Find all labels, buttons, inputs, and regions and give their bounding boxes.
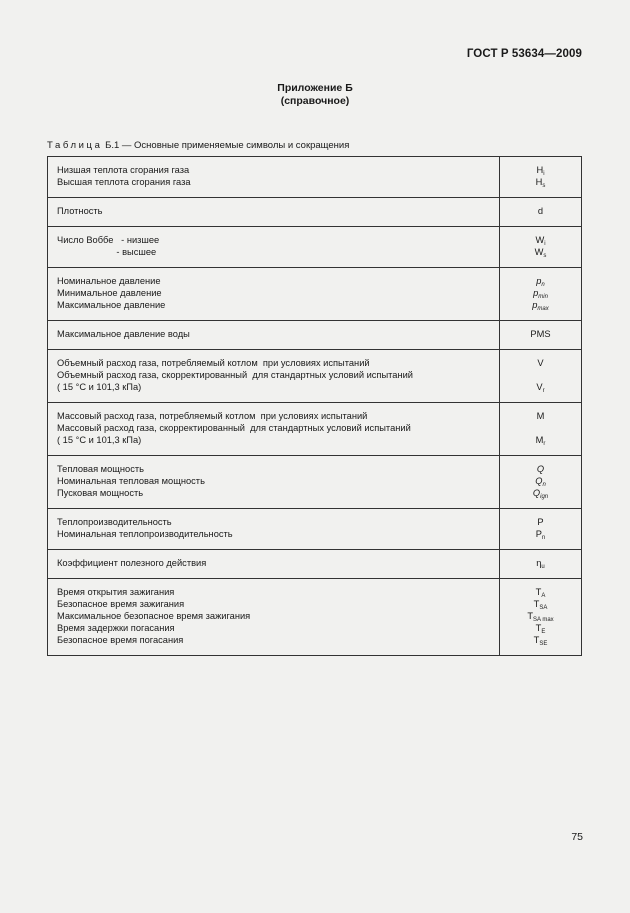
appendix-subtitle: (справочное) (280, 95, 350, 107)
symbol-main: η (536, 558, 542, 568)
term-cell (48, 321, 500, 350)
symbol (504, 234, 577, 246)
symbol-cell (500, 403, 582, 456)
term-name: - высшее (57, 247, 157, 257)
term-name: Высшая теплота сгорания газа (57, 177, 191, 187)
symbol (504, 381, 577, 393)
symbol-main: p (533, 288, 539, 298)
term-name: Плотность (57, 206, 103, 216)
symbol-cell (500, 509, 582, 550)
table-row (48, 350, 582, 403)
term-name: Массовый расход газа, потребляемый котлом при условиях испытаний (57, 411, 368, 421)
symbol-spacer (504, 422, 577, 434)
term-name: Безопасное время погасания (57, 635, 184, 645)
document-standard-number: ГОСТ Р 53634—2009 (466, 48, 582, 60)
symbol-cell (500, 550, 582, 579)
symbol-main: M (536, 411, 545, 421)
symbol-main: Q (535, 476, 543, 486)
symbol (504, 598, 577, 610)
term-name: Максимальное безопасное время зажигания (57, 611, 251, 621)
term-name: Теплопроизводительность (57, 517, 172, 527)
term-name: Тепловая мощность (57, 464, 144, 474)
term-cell (48, 227, 500, 268)
term-name: Пусковая мощность (57, 488, 144, 498)
symbol-main: T (535, 587, 542, 597)
table-caption-word: Таблица (47, 140, 103, 151)
symbols-table (47, 156, 582, 656)
term-name: Номинальное давление (57, 276, 161, 286)
symbol-main: H (536, 165, 544, 175)
symbol-subscript: i (543, 171, 545, 177)
table-row (48, 550, 582, 579)
symbol (504, 586, 577, 598)
term-name: Номинальная теплопроизводительность (57, 529, 233, 539)
symbol (504, 275, 577, 287)
symbol-subscript: SA max (533, 617, 554, 623)
symbol-main: M (535, 435, 544, 445)
symbol (504, 516, 577, 528)
symbol-cell (500, 198, 582, 227)
symbol-subscript: n (541, 535, 546, 541)
term-name: Минимальное давление (57, 288, 162, 298)
symbol-subscript: r (543, 441, 546, 447)
symbol-subscript: A (541, 593, 546, 599)
appendix-title: Приложение Б (277, 82, 353, 94)
table-caption-text: Б.1 — Основные применяемые символы и сокращения (102, 140, 350, 151)
term-name: Безопасное время зажигания (57, 599, 185, 609)
symbol-main: T (533, 599, 540, 609)
symbol (504, 328, 577, 340)
symbol-main: p (536, 276, 542, 286)
symbol (504, 434, 577, 446)
symbols-table-body (48, 157, 582, 656)
symbol-spacer (504, 369, 577, 381)
term-cell (48, 509, 500, 550)
symbol-main: Q (532, 488, 541, 498)
symbol (504, 622, 577, 634)
symbol-subscript: s (543, 253, 547, 259)
symbol-cell (500, 157, 582, 198)
table-row (48, 321, 582, 350)
symbol-cell (500, 579, 582, 656)
term-cell (48, 157, 500, 198)
term-name: Максимальное давление воды (57, 329, 190, 339)
term-name: Массовый расход газа, скорректированный для стандартных условий испытаний (57, 423, 411, 433)
symbol (504, 463, 577, 475)
appendix-heading (0, 82, 630, 108)
symbol-main: T (527, 611, 533, 621)
symbol-subscript: i (544, 241, 546, 247)
term-name: Время задержки погасания (57, 623, 175, 633)
symbol-main: T (533, 635, 540, 645)
symbol-subscript: E (541, 629, 546, 635)
symbol-main: V (536, 382, 543, 392)
term-name: Число Воббе - низшее (57, 235, 160, 245)
symbol-main: d (537, 206, 544, 216)
table-row (48, 509, 582, 550)
table-row (48, 579, 582, 656)
symbol-main: W (534, 247, 544, 257)
symbol-subscript: s (542, 183, 546, 189)
symbol (504, 557, 577, 569)
term-cell (48, 198, 500, 227)
symbol (504, 410, 577, 422)
term-name: Коэффициент полезного действия (57, 558, 207, 568)
symbol-cell (500, 268, 582, 321)
symbol-subscript: SA (539, 605, 548, 611)
symbol-main: Q (536, 464, 545, 474)
term-name: Номинальная тепловая мощность (57, 476, 205, 486)
term-name: Объемный расход газа, потребляемый котлом при условиях испытаний (57, 358, 370, 368)
symbol-cell (500, 456, 582, 509)
term-cell (48, 456, 500, 509)
term-name: Максимальное давление (57, 300, 166, 310)
term-cell (48, 268, 500, 321)
term-cell (48, 403, 500, 456)
symbol (504, 246, 577, 258)
term-name: Объемный расход газа, скорректированный для стандартных условий испытаний (57, 370, 413, 380)
symbol (504, 357, 577, 369)
table-caption (47, 140, 349, 151)
term-cell (48, 350, 500, 403)
term-cell (48, 550, 500, 579)
term-name: Низшая теплота сгорания газа (57, 165, 190, 175)
symbol (504, 205, 577, 217)
symbol-main: W (535, 235, 545, 245)
table-row (48, 268, 582, 321)
symbol-subscript: n (541, 282, 545, 288)
symbol-cell (500, 227, 582, 268)
symbol (504, 299, 577, 311)
term-cell (48, 579, 500, 656)
term-name: Время открытия зажигания (57, 587, 175, 597)
symbol (504, 487, 577, 499)
symbol-subscript: max (537, 306, 549, 312)
term-name: ( 15 °С и 101,3 кПа) (57, 435, 142, 445)
symbol-main: H (535, 177, 543, 187)
symbol (504, 164, 577, 176)
table-row (48, 403, 582, 456)
symbol (504, 176, 577, 188)
symbol-main: T (535, 623, 542, 633)
symbol (504, 475, 577, 487)
table-row (48, 157, 582, 198)
symbol-main: P (537, 517, 544, 527)
table-row (48, 227, 582, 268)
symbol-main: p (532, 300, 538, 310)
table-row (48, 456, 582, 509)
symbol-subscript: u (541, 564, 545, 570)
term-name: ( 15 °С и 101,3 кПа) (57, 382, 142, 392)
table-row (48, 198, 582, 227)
symbol (504, 610, 577, 622)
symbol-subscript: r (542, 388, 545, 394)
symbol (504, 528, 577, 540)
symbol-subscript: min (538, 294, 548, 300)
symbol-subscript: n (542, 482, 546, 488)
symbol-cell (500, 350, 582, 403)
symbol-main: P (535, 529, 542, 539)
symbol-main: V (537, 358, 544, 368)
symbol-cell (500, 321, 582, 350)
symbol (504, 287, 577, 299)
symbol-main: PMS (530, 329, 551, 339)
symbol-subscript: ign (540, 494, 549, 500)
symbol (504, 634, 577, 646)
symbol-subscript: SE (539, 641, 548, 647)
page-number: 75 (571, 831, 583, 843)
